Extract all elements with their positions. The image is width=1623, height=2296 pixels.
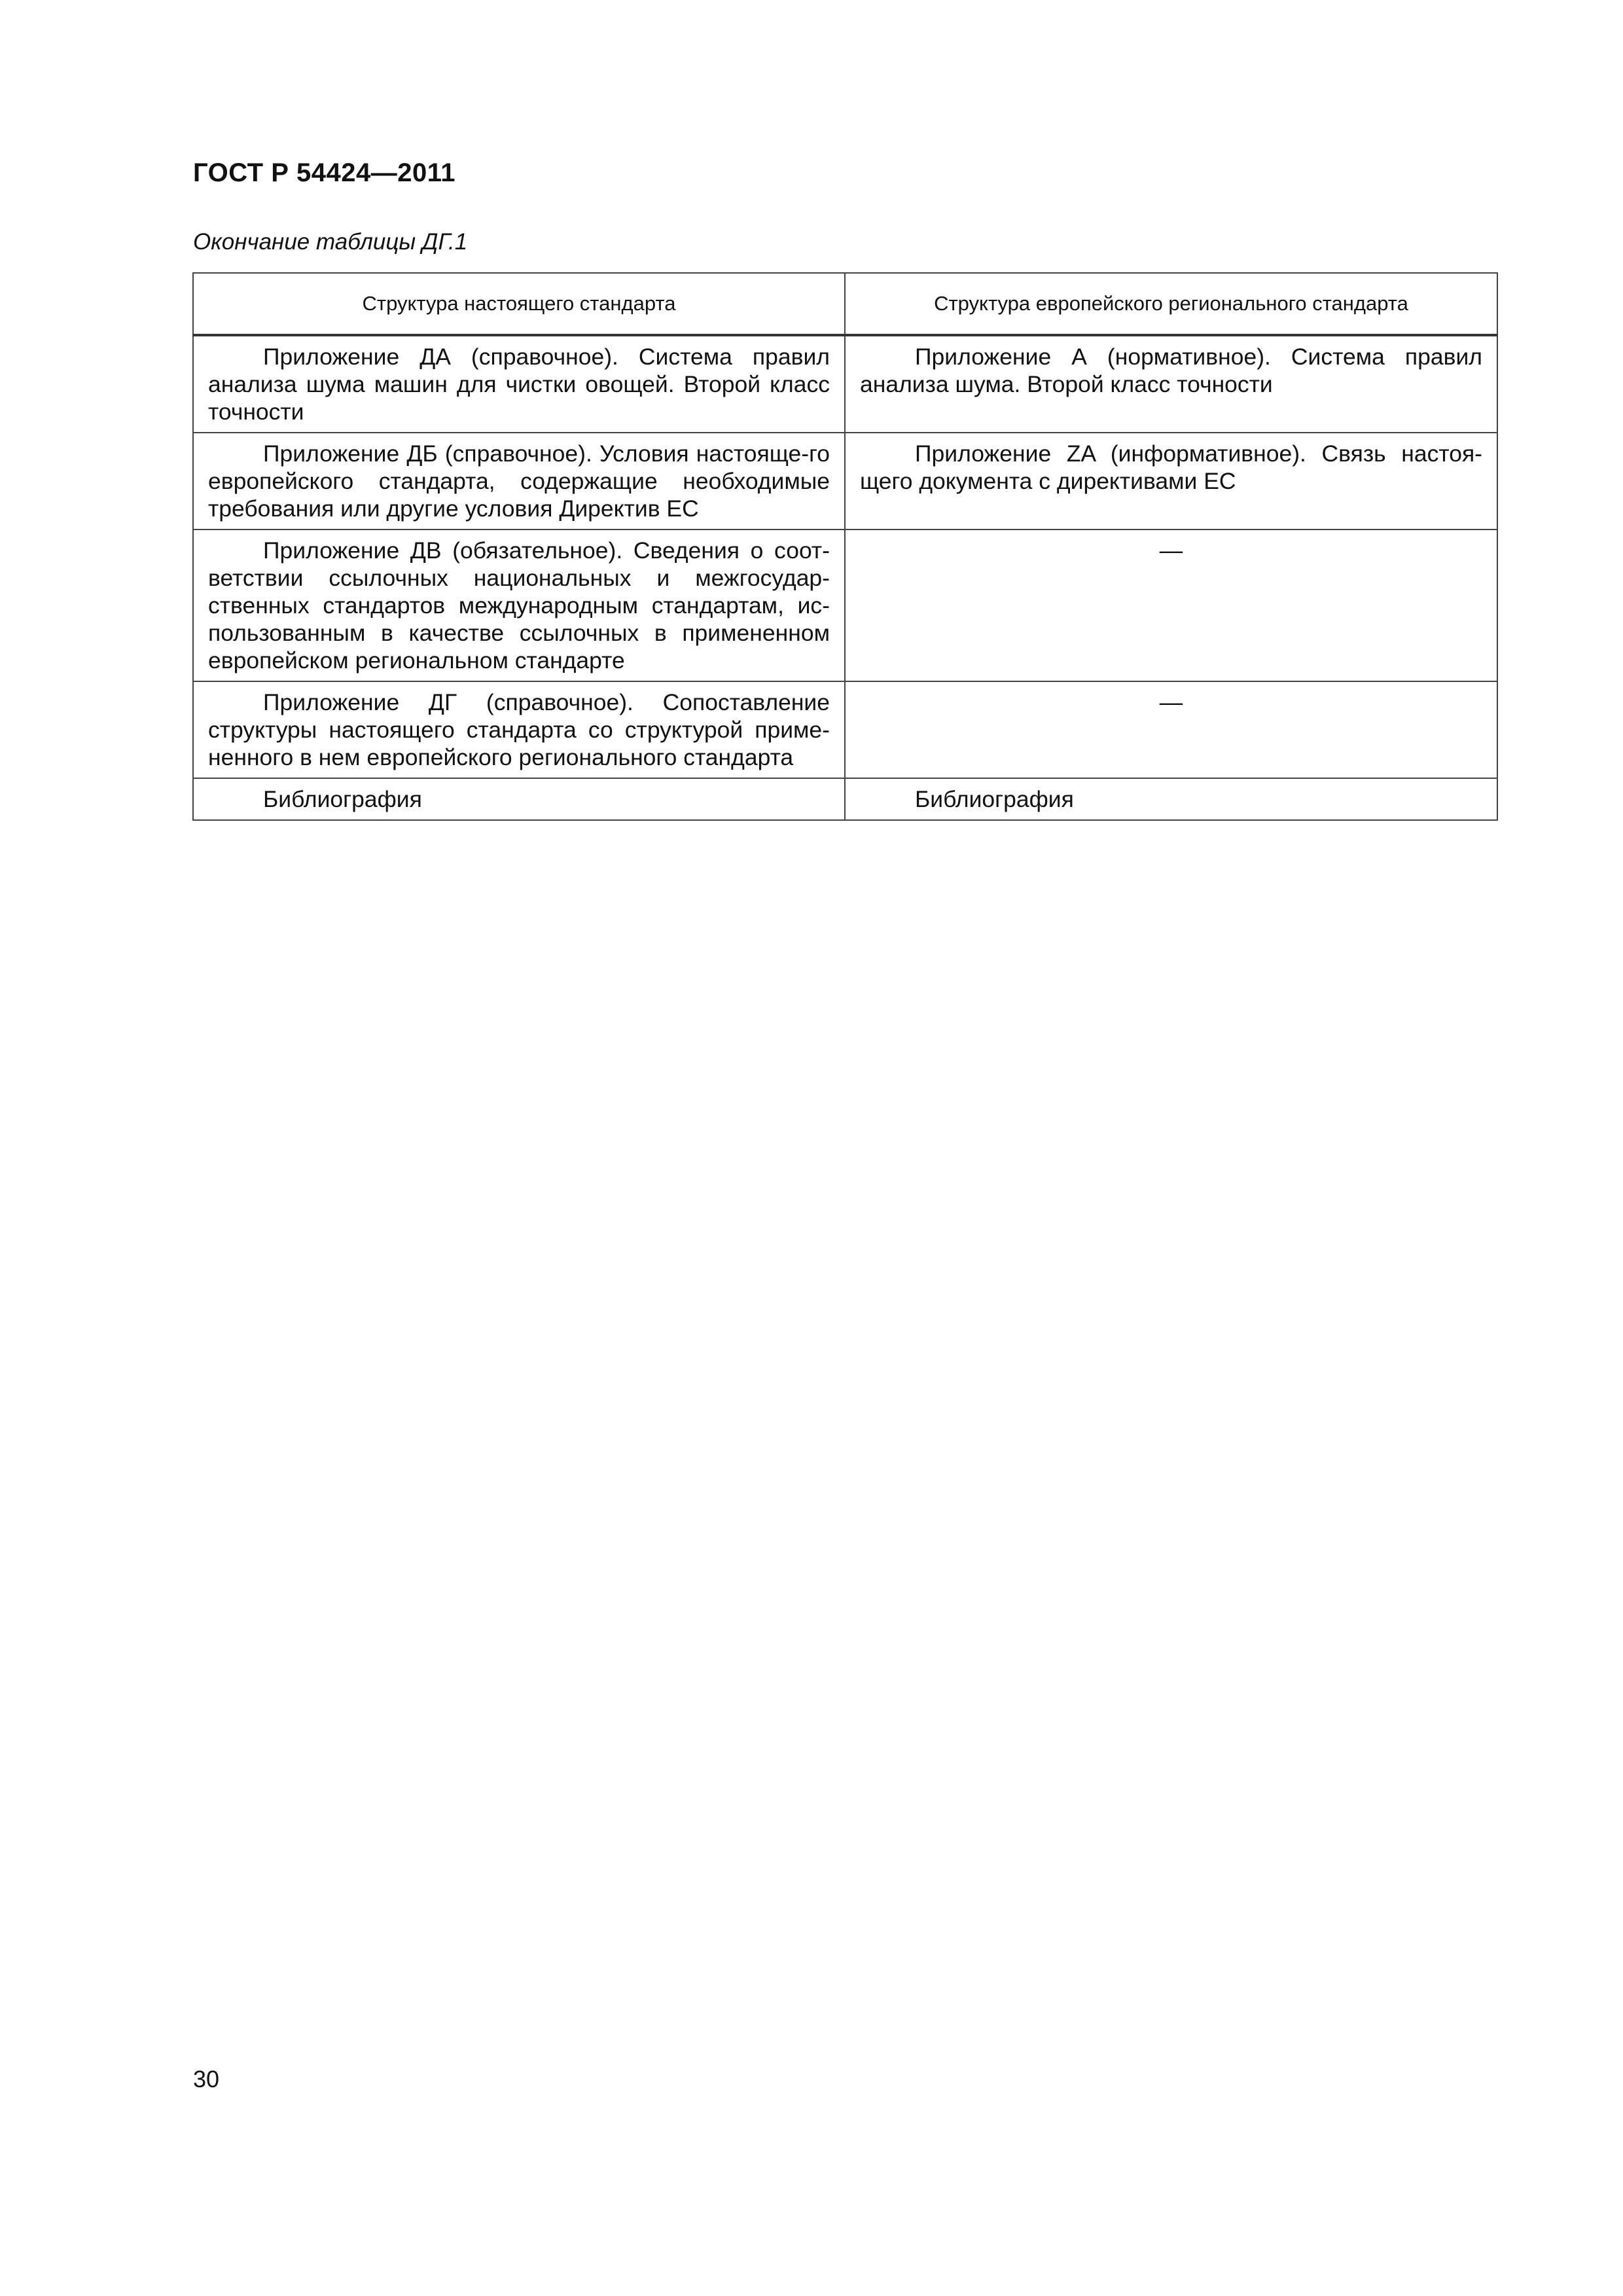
table-row — [193, 529, 1497, 681]
cell-text: Библиография — [915, 786, 1074, 812]
cell-text: Библиография — [263, 786, 422, 812]
cell-text: Приложение А (нормативное). Система правил анализа шума. Второй класс точности — [860, 344, 1482, 397]
column-header-current-standard: Структура настоящего стандарта — [193, 273, 845, 335]
table-cell-current — [193, 335, 845, 433]
table-cell-european — [845, 433, 1497, 529]
structure-comparison-table — [192, 272, 1498, 821]
table-cell-current — [193, 529, 845, 681]
table-cell-european — [845, 778, 1497, 820]
table-caption: Окончание таблицы ДГ.1 — [193, 229, 468, 255]
table-row — [193, 681, 1497, 778]
table-cell-european — [845, 681, 1497, 778]
table-cell-current — [193, 433, 845, 529]
table-row — [193, 778, 1497, 820]
table-cell-current — [193, 681, 845, 778]
table-row — [193, 433, 1497, 529]
cell-text: Приложение ДА (справочное). Система правил анализа шума машин для чистки овощей. Второй класс точности — [208, 344, 830, 425]
page-number: 30 — [193, 2066, 220, 2092]
table-cell-european — [845, 335, 1497, 433]
table-header-row — [193, 273, 1497, 335]
table-cell-european — [845, 529, 1497, 681]
empty-dash: — — [1159, 689, 1183, 715]
table-cell-current — [193, 778, 845, 820]
cell-text: Приложение ZA (информативное). Связь настоя-щего документа с директивами ЕС — [860, 440, 1482, 494]
cell-text: Приложение ДГ (справочное). Сопоставление структуры настоящего стандарта со структурой приме-ненного в нем европейского регионального стандарта — [208, 689, 830, 770]
cell-text: Приложение ДБ (справочное). Условия настояще-го европейского стандарта, содержащие необходимые требования или другие условия Директив ЕС — [208, 440, 830, 522]
column-header-european-standard: Структура европейского регионального стандарта — [845, 273, 1497, 335]
cell-text: Приложение ДВ (обязательное). Сведения о соот-ветствии ссылочных национальных и межгосудар-ственных стандартов международным стандартам, ис-пользованным в качестве ссылочных в примененном европейском региональном стандарте — [208, 537, 830, 673]
empty-dash: — — [1159, 537, 1183, 564]
table-row — [193, 335, 1497, 433]
document-header: ГОСТ Р 54424—2011 — [193, 158, 455, 187]
